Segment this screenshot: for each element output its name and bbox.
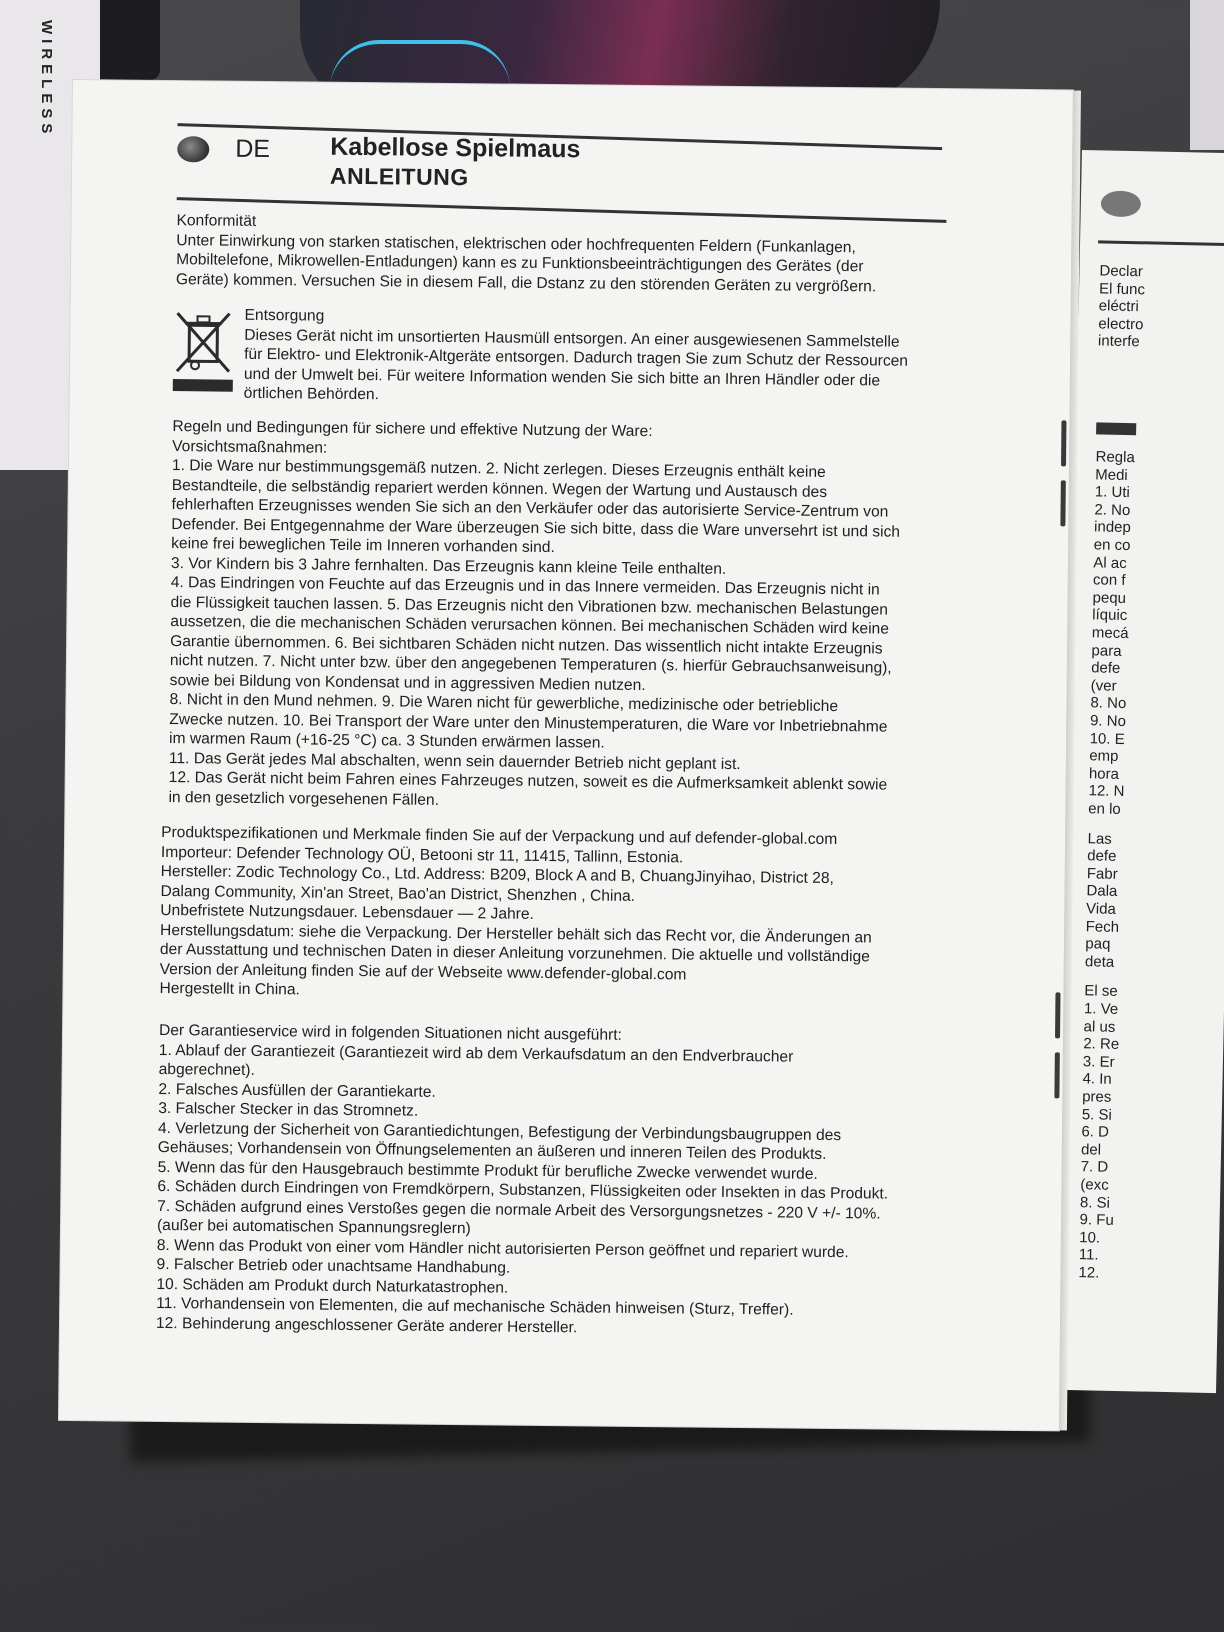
- right-page-line: pres: [1081, 1088, 1112, 1106]
- section-line: Bestandteile, die selbständig repariert werden können. Wegen der Wartung und Austausch des: [171, 476, 828, 501]
- section-line: 12. Das Gerät nicht beim Fahren eines Fahrzeuges nutzen, soweit es die Aufmerksamkeit ablenkt sowie: [168, 769, 888, 794]
- section-line: 5. Wenn das für den Hausgebrauch bestimmte Produkt für berufliche Zwecke verwendet wurde.: [157, 1158, 818, 1183]
- language-circle-icon: [177, 136, 209, 162]
- section-line: Dieses Gerät nicht im unsortierten Hausmüll entsorgen. An einer ausgewiesenen Sammelstelle: [244, 326, 900, 351]
- right-page-line: Medi: [1095, 465, 1128, 484]
- section-line: 1. Ablauf der Garantiezeit (Garantiezeit wird ab dem Verkaufsdatum an den Endverbraucher: [158, 1041, 794, 1066]
- right-page-line: 9. Fu: [1079, 1211, 1114, 1230]
- section-line: die Flüssigkeit tauchen lassen. 5. Das Erzeugnis nicht den Vibrationen bzw. mechanischen Belastungen: [170, 593, 889, 619]
- right-page-line: con f: [1092, 571, 1126, 590]
- right-page-line: (ver: [1090, 677, 1117, 695]
- right-page-line: líquic: [1092, 606, 1128, 625]
- section-line: örtlichen Behörden.: [243, 384, 380, 404]
- section-line: 2. Falsches Ausfüllen der Garantiekarte.: [158, 1080, 436, 1101]
- section-line: Version der Anleitung finden Sie auf der Webseite www.defender-global.com: [159, 960, 687, 983]
- right-page-line: hora: [1088, 765, 1120, 783]
- section-line: 11. Das Gerät jedes Mal abschalten, wenn sein dauernder Betrieb nicht geplant ist.: [168, 749, 741, 773]
- next-page-spanish: [1056, 150, 1224, 1393]
- right-page-line: 1. Uti: [1094, 483, 1131, 502]
- section-line: Produktspezifikationen und Merkmale finden Sie auf der Verpackung und auf defender-global.com: [161, 823, 838, 849]
- right-page-line: 10.: [1079, 1228, 1101, 1247]
- section-line: 3. Vor Kindern bis 3 Jahre fernhalten. Das Erzeugnis kann kleine Teile enthalten.: [170, 554, 727, 578]
- right-page-line: deta: [1084, 953, 1115, 971]
- section-line: Mobiltelefone, Mikrowellen-Entladungen) kann es zu Funktionsbeeinträchtigungen des Gerätes (der: [176, 251, 864, 276]
- section-line: sowie bei Bildung von Kondensat und in aggressiven Medien nutzen.: [169, 671, 646, 694]
- section-line: 6. Schäden durch Eindringen von Fremdkörpern, Substanzen, Flüssigkeiten oder Insekten in das Produkt.: [157, 1177, 889, 1203]
- section-line: Geräte) kommen. Versuchen Sie in diesem Fall, die Dstanz zu den störenden Geräten zu vergrößern.: [175, 270, 877, 295]
- section-line: Herstellungsdatum: siehe die Verpackung. Der Hersteller behält sich das Recht vor, die Änderungen an: [160, 921, 872, 946]
- right-page-line: indep: [1093, 518, 1131, 537]
- section-line: aussetzen, die die mechanischen Schäden verursachen können. Bei mechanischen Schäden wird keine: [170, 613, 890, 638]
- right-page-line: 11.: [1078, 1246, 1099, 1264]
- section-garantie: [156, 1021, 959, 1341]
- right-page-line: Regla: [1095, 448, 1135, 467]
- right-page-line: (exc: [1080, 1176, 1109, 1194]
- section-line: Hergestellt in China.: [159, 979, 300, 999]
- right-page-line: en co: [1093, 536, 1131, 555]
- right-page-line: 10. E: [1089, 729, 1125, 748]
- box-logo-fragment: [100, 0, 160, 80]
- page-subtitle: ANLEITUNG: [329, 162, 469, 191]
- section-line: 4. Das Eindringen von Feuchte auf das Erzeugnis und in das Innere vermeiden. Das Erzeugnis nicht in: [170, 574, 880, 599]
- section-line: abgerechnet).: [158, 1060, 255, 1079]
- right-page-line: Fabr: [1086, 865, 1118, 883]
- section-line: 11. Vorhandensein von Elementen, die auf mechanische Schäden hinweisen (Sturz, Treffer).: [156, 1294, 794, 1319]
- section-line: Importeur: Defender Technology OÜ, Betooni str 11, 11415, Tallinn, Estonia.: [160, 843, 684, 866]
- section-line: in den gesetzlich vorgesehenen Fällen.: [168, 788, 440, 809]
- section-line: keine frei beweglichen Teile im Inneren vorhanden sind.: [171, 535, 555, 557]
- right-page-line: 5. Si: [1081, 1105, 1112, 1124]
- section-line: 8. Wenn das Produkt von einer vom Händler nicht autorisierten Person geöffnet und repariert wurde.: [156, 1236, 849, 1261]
- section-line: 10. Schäden am Produkt durch Naturkatastrophen.: [156, 1275, 509, 1297]
- language-circle-icon: [1101, 190, 1142, 217]
- section-produkt: [159, 823, 961, 1007]
- section-line: 9. Falscher Betrieb oder unachtsame Handhabung.: [156, 1255, 511, 1277]
- right-page-line: 7. D: [1080, 1158, 1109, 1177]
- manual-page-de: [59, 80, 1073, 1430]
- right-page-line: interfe: [1097, 332, 1140, 351]
- staple: [1055, 992, 1060, 1038]
- right-page-line: Las: [1087, 829, 1112, 848]
- right-page-line: al us: [1083, 1017, 1116, 1036]
- right-page-line: 2. Re: [1083, 1035, 1120, 1054]
- section-line: 12. Behinderung angeschlossener Geräte anderer Hersteller.: [155, 1314, 578, 1336]
- right-page-line: Fech: [1085, 917, 1120, 936]
- crossed-bin-icon: [175, 311, 232, 374]
- section-line: Vorsichtsmaßnahmen:: [172, 437, 328, 457]
- right-page-line: del: [1080, 1140, 1102, 1159]
- section-heading: Entsorgung: [244, 306, 325, 325]
- right-page-line: pequ: [1092, 589, 1127, 607]
- language-code: DE: [235, 134, 271, 164]
- section-line: für Elektro- und Elektronik-Altgeräte entsorgen. Dadurch tragen Sie zum Schutz der Ressourcen: [244, 345, 909, 370]
- right-page-line: defe: [1087, 847, 1117, 866]
- section-line: fehlerhaften Erzeugnisses wenden Sie sich an den Verkäufer oder das autorisierte Service-Zentrum von: [171, 496, 889, 521]
- section-line: im warmen Raum (+16-25 °C) ca. 3 Stunden erwärmen lassen.: [169, 730, 605, 752]
- section-line: Regeln und Bedingungen für sichere und effektive Nutzung der Ware:: [172, 418, 653, 441]
- section-line: Unter Einwirkung von starken statischen, elektrischen oder hochfrequenten Feldern (Funkanlagen,: [176, 231, 856, 256]
- right-page-line: 4. In: [1082, 1070, 1112, 1089]
- section-line: Gehäuses; Vorhandensein von Öffnungselementen an äußeren und inneren Teilen des Produkts.: [157, 1138, 827, 1163]
- section-line: der Ausstattung und technischen Daten in dieser Anleitung vorzunehmen. Die aktuelle und vollständige: [159, 940, 870, 966]
- right-page-line: para: [1091, 641, 1122, 660]
- mouse-light-strip: [330, 40, 510, 89]
- section-line: (außer bei automatischen Spannungsreglern): [156, 1216, 471, 1238]
- right-page-line: Dala: [1086, 882, 1118, 901]
- right-page-line: Vida: [1085, 900, 1117, 918]
- right-page-line: Declar: [1099, 262, 1143, 281]
- weee-bar: [1096, 422, 1136, 435]
- right-page-line: emp: [1089, 747, 1119, 766]
- weee-bar: [173, 379, 233, 392]
- page-title: Kabellose Spielmaus: [330, 132, 581, 164]
- section-line: Hersteller: Zodic Technology Co., Ltd. Address: B209, Block A and B, ChuangJinyihao, District 28,: [160, 862, 834, 888]
- section-entsorgung: [244, 306, 980, 411]
- right-page-line: mecá: [1091, 624, 1129, 643]
- section-konformitaet: [176, 211, 977, 297]
- right-page-line: 6. D: [1081, 1123, 1110, 1141]
- right-page-line: eléctri: [1098, 297, 1139, 316]
- section-line: nicht nutzen. 7. Nicht unter bzw. über den angegebenen Temperaturen (s. hierfür Gebrauchsanweisung),: [169, 652, 892, 677]
- section-line: 7. Schäden aufgrund eines Verstoßes gegen die normale Arbeit des Versorgungsnetzes - 220 V +/- 10%.: [157, 1197, 881, 1223]
- section-regeln: [168, 417, 972, 815]
- right-page-line: 9. No: [1089, 712, 1127, 731]
- staple: [1054, 1052, 1059, 1098]
- right-page-line: 8. No: [1090, 694, 1127, 713]
- section-line: 1. Die Ware nur bestimmungsgemäß nutzen. 2. Nicht zerlegen. Dieses Erzeugnis enthält keine: [171, 457, 826, 481]
- section-line: 8. Nicht in den Mund nehmen. 9. Die Waren nicht für gewerbliche, medizinische oder betriebliche: [169, 691, 839, 716]
- section-line: Dalang Community, Xin'an Street, Bao'an District, Shenzhen , China.: [160, 882, 636, 905]
- right-page-line: defe: [1090, 659, 1121, 678]
- box-label: WIRELESS: [38, 20, 55, 139]
- right-page-line: Al ac: [1093, 553, 1127, 572]
- section-line: Unbefristete Nutzungsdauer. Lebensdauer — 2 Jahre.: [160, 901, 535, 923]
- right-page-line: en lo: [1088, 800, 1121, 818]
- staple: [1061, 420, 1066, 466]
- section-line: 3. Falscher Stecker in das Stromnetz.: [158, 1099, 419, 1120]
- section-line: 4. Verletzung der Sicherheit von Garantiedichtungen, Befestigung der Verbindungsbaugruppen des: [157, 1119, 842, 1144]
- section-line: Defender. Bei Entgegennahme der Ware überzeugen Sie sich bitte, dass die Ware unversehrt ist und sich: [171, 515, 901, 541]
- section-line: Garantie übernommen. 6. Bei sichtbaren Schäden nicht nutzen. Das wissentlich nicht intakte Erzeugnis: [170, 632, 883, 658]
- right-page-line: 1. Ve: [1083, 1000, 1119, 1018]
- section-line: Der Garantieservice wird in folgenden Situationen nicht ausgeführt:: [158, 1021, 623, 1044]
- section-line: und der Umwelt bei. Für weitere Information wenden Sie sich bitte an Ihren Händler oder die: [243, 365, 881, 389]
- right-page-line: 2. No: [1094, 501, 1131, 519]
- section-line: Zwecke nutzen. 10. Bei Transport der Ware unter den Minustemperaturen, die Ware vor Inbetriebnahme: [169, 710, 888, 736]
- background-object: [1190, 0, 1224, 150]
- right-page-line: 8. Si: [1079, 1193, 1111, 1212]
- staple: [1060, 480, 1065, 526]
- right-page-text: [1078, 150, 1224, 1282]
- right-page-line: paq: [1085, 935, 1111, 953]
- section-heading: Konformität: [176, 212, 257, 230]
- right-page-line: El se: [1084, 982, 1118, 1001]
- header-rule: [1098, 240, 1224, 246]
- right-page-line: 12. N: [1088, 782, 1125, 801]
- right-page-line: electro: [1098, 314, 1144, 333]
- right-page-line: El func: [1098, 279, 1146, 298]
- right-page-line: 3. Er: [1082, 1053, 1115, 1071]
- right-page-line: 12.: [1078, 1264, 1100, 1282]
